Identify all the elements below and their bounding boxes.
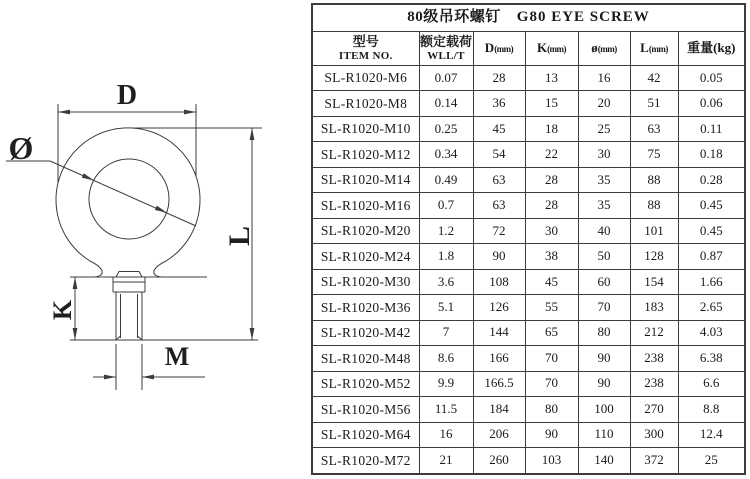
cell-value: 260	[473, 448, 525, 474]
cell-value: 16	[578, 66, 630, 91]
cell-value: 55	[525, 295, 578, 320]
arrow-left-icon	[142, 375, 154, 380]
cell-item-no: SL-R1020-M6	[312, 66, 419, 91]
cell-value: 8.8	[678, 397, 745, 422]
cell-item-no: SL-R1020-M52	[312, 371, 419, 396]
table-row	[312, 346, 745, 371]
cell-value: 30	[578, 142, 630, 167]
cell-value: 25	[578, 116, 630, 141]
cell-value: 154	[630, 269, 678, 294]
cell-value: 42	[630, 66, 678, 91]
cell-value: 0.14	[419, 91, 473, 116]
cell-item-no: SL-R1020-M42	[312, 320, 419, 345]
column-header: 型号 ITEM NO.	[312, 32, 419, 66]
cell-value: 90	[525, 422, 578, 447]
cell-value: 0.11	[678, 116, 745, 141]
label-l: L	[223, 225, 256, 247]
cell-value: 30	[525, 218, 578, 243]
cell-item-no: SL-R1020-M30	[312, 269, 419, 294]
table-row	[312, 320, 745, 345]
cell-value: 238	[630, 371, 678, 396]
cell-value: 2.65	[678, 295, 745, 320]
cell-value: 35	[578, 167, 630, 192]
cell-value: 60	[578, 269, 630, 294]
cell-value: 72	[473, 218, 525, 243]
cell-value: 270	[630, 397, 678, 422]
cell-value: 108	[473, 269, 525, 294]
cell-item-no: SL-R1020-M8	[312, 91, 419, 116]
cell-value: 80	[525, 397, 578, 422]
cell-value: 8.6	[419, 346, 473, 371]
cell-value: 70	[578, 295, 630, 320]
arrow-left-icon	[58, 110, 70, 115]
cell-value: 63	[473, 193, 525, 218]
table-row	[312, 91, 745, 116]
cell-value: 110	[578, 422, 630, 447]
column-header: 重量(kg)	[678, 32, 745, 66]
table-row	[312, 448, 745, 474]
table-title	[312, 4, 745, 32]
arrow-right-icon	[104, 375, 116, 380]
table-row	[312, 142, 745, 167]
cell-value: 0.49	[419, 167, 473, 192]
cell-value: 80	[578, 320, 630, 345]
arrow-up-icon	[73, 277, 78, 289]
cell-value: 16	[419, 422, 473, 447]
cell-value: 0.45	[678, 193, 745, 218]
ring-outer-outline	[56, 128, 200, 277]
cell-value: 40	[578, 218, 630, 243]
column-header: ø(mm)	[578, 32, 630, 66]
cell-value: 70	[525, 371, 578, 396]
cell-item-no: SL-R1020-M72	[312, 448, 419, 474]
table-row	[312, 193, 745, 218]
cell-value: 0.06	[678, 91, 745, 116]
table-row	[312, 397, 745, 422]
cell-value: 4.03	[678, 320, 745, 345]
cell-value: 20	[578, 91, 630, 116]
label-m: M	[164, 342, 190, 371]
cell-value: 300	[630, 422, 678, 447]
column-header: D(mm)	[473, 32, 525, 66]
cell-value: 206	[473, 422, 525, 447]
label-d: D	[116, 80, 138, 111]
cell-value: 103	[525, 448, 578, 474]
cell-value: 0.25	[419, 116, 473, 141]
arrow-right-icon	[184, 110, 196, 115]
cell-value: 35	[578, 193, 630, 218]
shank-cap	[116, 272, 142, 278]
dimension-d	[58, 80, 196, 183]
cell-value: 88	[630, 193, 678, 218]
cell-value: 51	[630, 91, 678, 116]
cell-value: 0.07	[419, 66, 473, 91]
cell-value: 3.6	[419, 269, 473, 294]
header-row	[312, 32, 745, 66]
cell-value: 100	[578, 397, 630, 422]
column-header: L(mm)	[630, 32, 678, 66]
cell-value: 90	[578, 371, 630, 396]
table-row	[312, 371, 745, 396]
cell-value: 28	[525, 167, 578, 192]
cell-value: 28	[525, 193, 578, 218]
dimension-k	[48, 277, 77, 340]
cell-value: 1.8	[419, 244, 473, 269]
cell-value: 12.4	[678, 422, 745, 447]
table-row	[312, 66, 745, 91]
arrow-diagonal-icon	[155, 206, 167, 213]
cell-value: 0.7	[419, 193, 473, 218]
cell-value: 238	[630, 346, 678, 371]
cell-value: 45	[525, 269, 578, 294]
arrow-diagonal-icon	[82, 173, 94, 180]
cell-item-no: SL-R1020-M12	[312, 142, 419, 167]
cell-item-no: SL-R1020-M64	[312, 422, 419, 447]
cell-value: 6.6	[678, 371, 745, 396]
cell-value: 88	[630, 167, 678, 192]
cell-value: 212	[630, 320, 678, 345]
ring-inner-hole	[89, 159, 169, 239]
table-row	[312, 244, 745, 269]
cell-value: 45	[473, 116, 525, 141]
cell-value: 144	[473, 320, 525, 345]
cell-value: 1.66	[678, 269, 745, 294]
cell-item-no: SL-R1020-M20	[312, 218, 419, 243]
cell-value: 75	[630, 142, 678, 167]
cell-value: 90	[578, 346, 630, 371]
cell-value: 25	[678, 448, 745, 474]
table-row	[312, 218, 745, 243]
cell-item-no: SL-R1020-M14	[312, 167, 419, 192]
column-header: 额定载荷 WLL/T	[419, 32, 473, 66]
table-title-cn: 80级吊环螺钉	[407, 9, 501, 26]
cell-item-no: SL-R1020-M48	[312, 346, 419, 371]
spec-table-body	[312, 66, 745, 475]
table-row	[312, 116, 745, 141]
spec-table	[311, 3, 746, 475]
cell-item-no: SL-R1020-M16	[312, 193, 419, 218]
cell-value: 22	[525, 142, 578, 167]
table-row	[312, 167, 745, 192]
cell-value: 0.45	[678, 218, 745, 243]
shank-body	[116, 292, 142, 340]
arrow-down-icon	[73, 328, 78, 340]
cell-value: 101	[630, 218, 678, 243]
cell-value: 63	[473, 167, 525, 192]
cell-value: 0.34	[419, 142, 473, 167]
cell-value: 54	[473, 142, 525, 167]
spec-table-container	[311, 3, 744, 475]
cell-value: 0.05	[678, 66, 745, 91]
shank-collar	[113, 277, 145, 292]
cell-item-no: SL-R1020-M24	[312, 244, 419, 269]
cell-value: 166.5	[473, 371, 525, 396]
cell-value: 63	[630, 116, 678, 141]
table-title-en: G80 EYE SCREW	[516, 9, 650, 26]
arrow-down-icon	[250, 328, 255, 340]
cell-value: 184	[473, 397, 525, 422]
cell-value: 128	[630, 244, 678, 269]
cell-value: 38	[525, 244, 578, 269]
dimension-l	[134, 128, 262, 340]
cell-value: 166	[473, 346, 525, 371]
cell-value: 183	[630, 295, 678, 320]
cell-value: 5.1	[419, 295, 473, 320]
cell-value: 11.5	[419, 397, 473, 422]
cell-value: 0.18	[678, 142, 745, 167]
arrow-up-icon	[250, 128, 255, 140]
label-dia: Ø	[8, 130, 34, 166]
cell-value: 0.28	[678, 167, 745, 192]
dimension-dia	[6, 130, 196, 226]
cell-value: 90	[473, 244, 525, 269]
eye-screw-diagram	[0, 0, 312, 479]
cell-value: 36	[473, 91, 525, 116]
cell-value: 50	[578, 244, 630, 269]
cell-item-no: SL-R1020-M56	[312, 397, 419, 422]
cell-value: 13	[525, 66, 578, 91]
cell-value: 6.38	[678, 346, 745, 371]
table-row	[312, 269, 745, 294]
cell-value: 15	[525, 91, 578, 116]
cell-value: 7	[419, 320, 473, 345]
cell-value: 18	[525, 116, 578, 141]
cell-value: 140	[578, 448, 630, 474]
cell-value: 126	[473, 295, 525, 320]
table-row	[312, 422, 745, 447]
column-header: K(mm)	[525, 32, 578, 66]
cell-item-no: SL-R1020-M10	[312, 116, 419, 141]
cell-item-no: SL-R1020-M36	[312, 295, 419, 320]
cell-value: 372	[630, 448, 678, 474]
dimension-m	[93, 342, 205, 390]
cell-value: 0.87	[678, 244, 745, 269]
table-title-row	[312, 4, 745, 32]
cell-value: 28	[473, 66, 525, 91]
cell-value: 1.2	[419, 218, 473, 243]
cell-value: 21	[419, 448, 473, 474]
cell-value: 9.9	[419, 371, 473, 396]
cell-value: 70	[525, 346, 578, 371]
cell-value: 65	[525, 320, 578, 345]
table-row	[312, 295, 745, 320]
label-k: K	[48, 299, 77, 321]
